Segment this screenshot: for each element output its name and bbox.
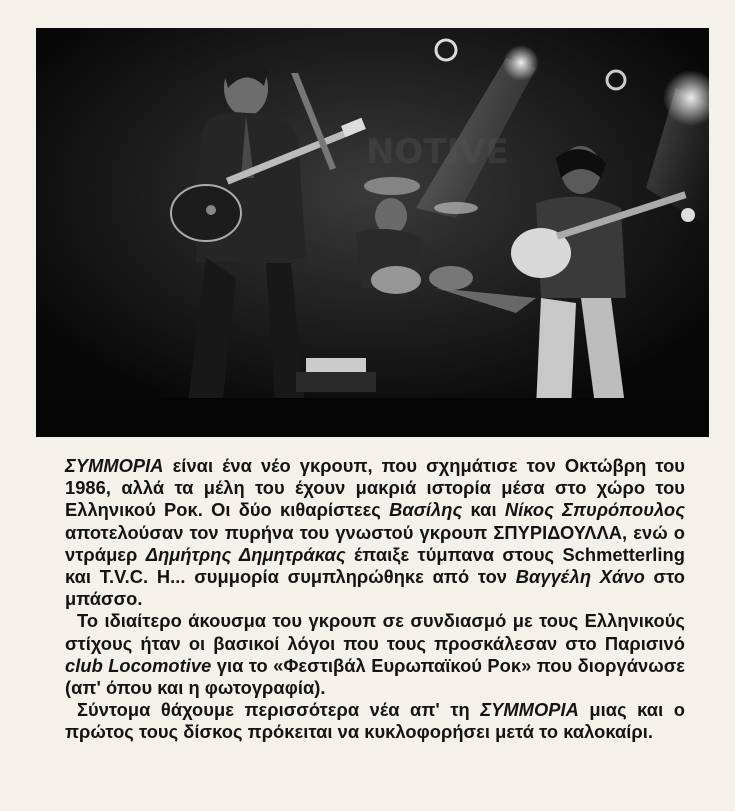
italic-run: Νίκος Σπυρόπουλος bbox=[504, 499, 686, 521]
text-run: Σύντομα θάχουμε περισσότερα νέα απ' τη bbox=[77, 699, 481, 721]
italic-run: club Locomotive bbox=[65, 654, 212, 676]
italic-run: ΣΥΜΜΟΡΙΑ bbox=[480, 699, 579, 721]
band-on-stage-image bbox=[36, 28, 709, 437]
text-run: στο μπάσσο. bbox=[65, 566, 686, 610]
paragraph-1 bbox=[65, 455, 685, 610]
italic-run: ΣΥΜΜΟΡΙΑ bbox=[65, 455, 164, 476]
article-body bbox=[65, 455, 685, 744]
text-run: μιας και ο πρώτος τους δίσκος πρόκειται να κυκλοφορήσει μετά το καλοκαίρι. bbox=[65, 699, 685, 743]
paragraph-3 bbox=[65, 699, 685, 743]
svg-text:NOTIVE: NOTIVE bbox=[366, 132, 509, 172]
text-run: και bbox=[462, 499, 505, 521]
text-run: έπαιξε τύμπανα στους Schmetterling και T.V.C. H... συμμορία συμπληρώθηκε από τον bbox=[65, 543, 685, 588]
text-run: αποτελούσαν τον πυρήνα του γνωστού γκρουπ ΣΠΥΡΙΔΟΥΛΛΑ, ενώ ο ντράμερ bbox=[65, 521, 685, 565]
italic-run: Δημήτρης Δημητράκας bbox=[145, 543, 346, 565]
concert-photo bbox=[36, 28, 709, 437]
text-run: Το ιδιαίτερο άκουσμα του γκρουπ σε συνδιασμό με τους Ελληνικούς στίχους ήταν οι βασικοί λόγοι που τους προσκάλεσαν στο Παρισινό bbox=[65, 610, 685, 654]
paragraph-2 bbox=[65, 610, 685, 699]
italic-run: Βαγγέλη Χάνο bbox=[515, 566, 645, 588]
text-run: είναι ένα νέο γκρουπ, που σχημάτισε τον Οκτώβρη του 1986, αλλά τα μέλη του έχουν μακριά ιστορία μέσα στο χώρο του Ελληνικού Ροκ. Οι δύο κιθαρίστεες bbox=[65, 455, 685, 521]
italic-run: Βασίλης bbox=[389, 499, 463, 521]
text-run: για το «Φεστιβάλ Ευρωπαϊκού Ροκ» που διοργάνωσε (απ' όπου και η φωτογραφία). bbox=[65, 654, 685, 699]
